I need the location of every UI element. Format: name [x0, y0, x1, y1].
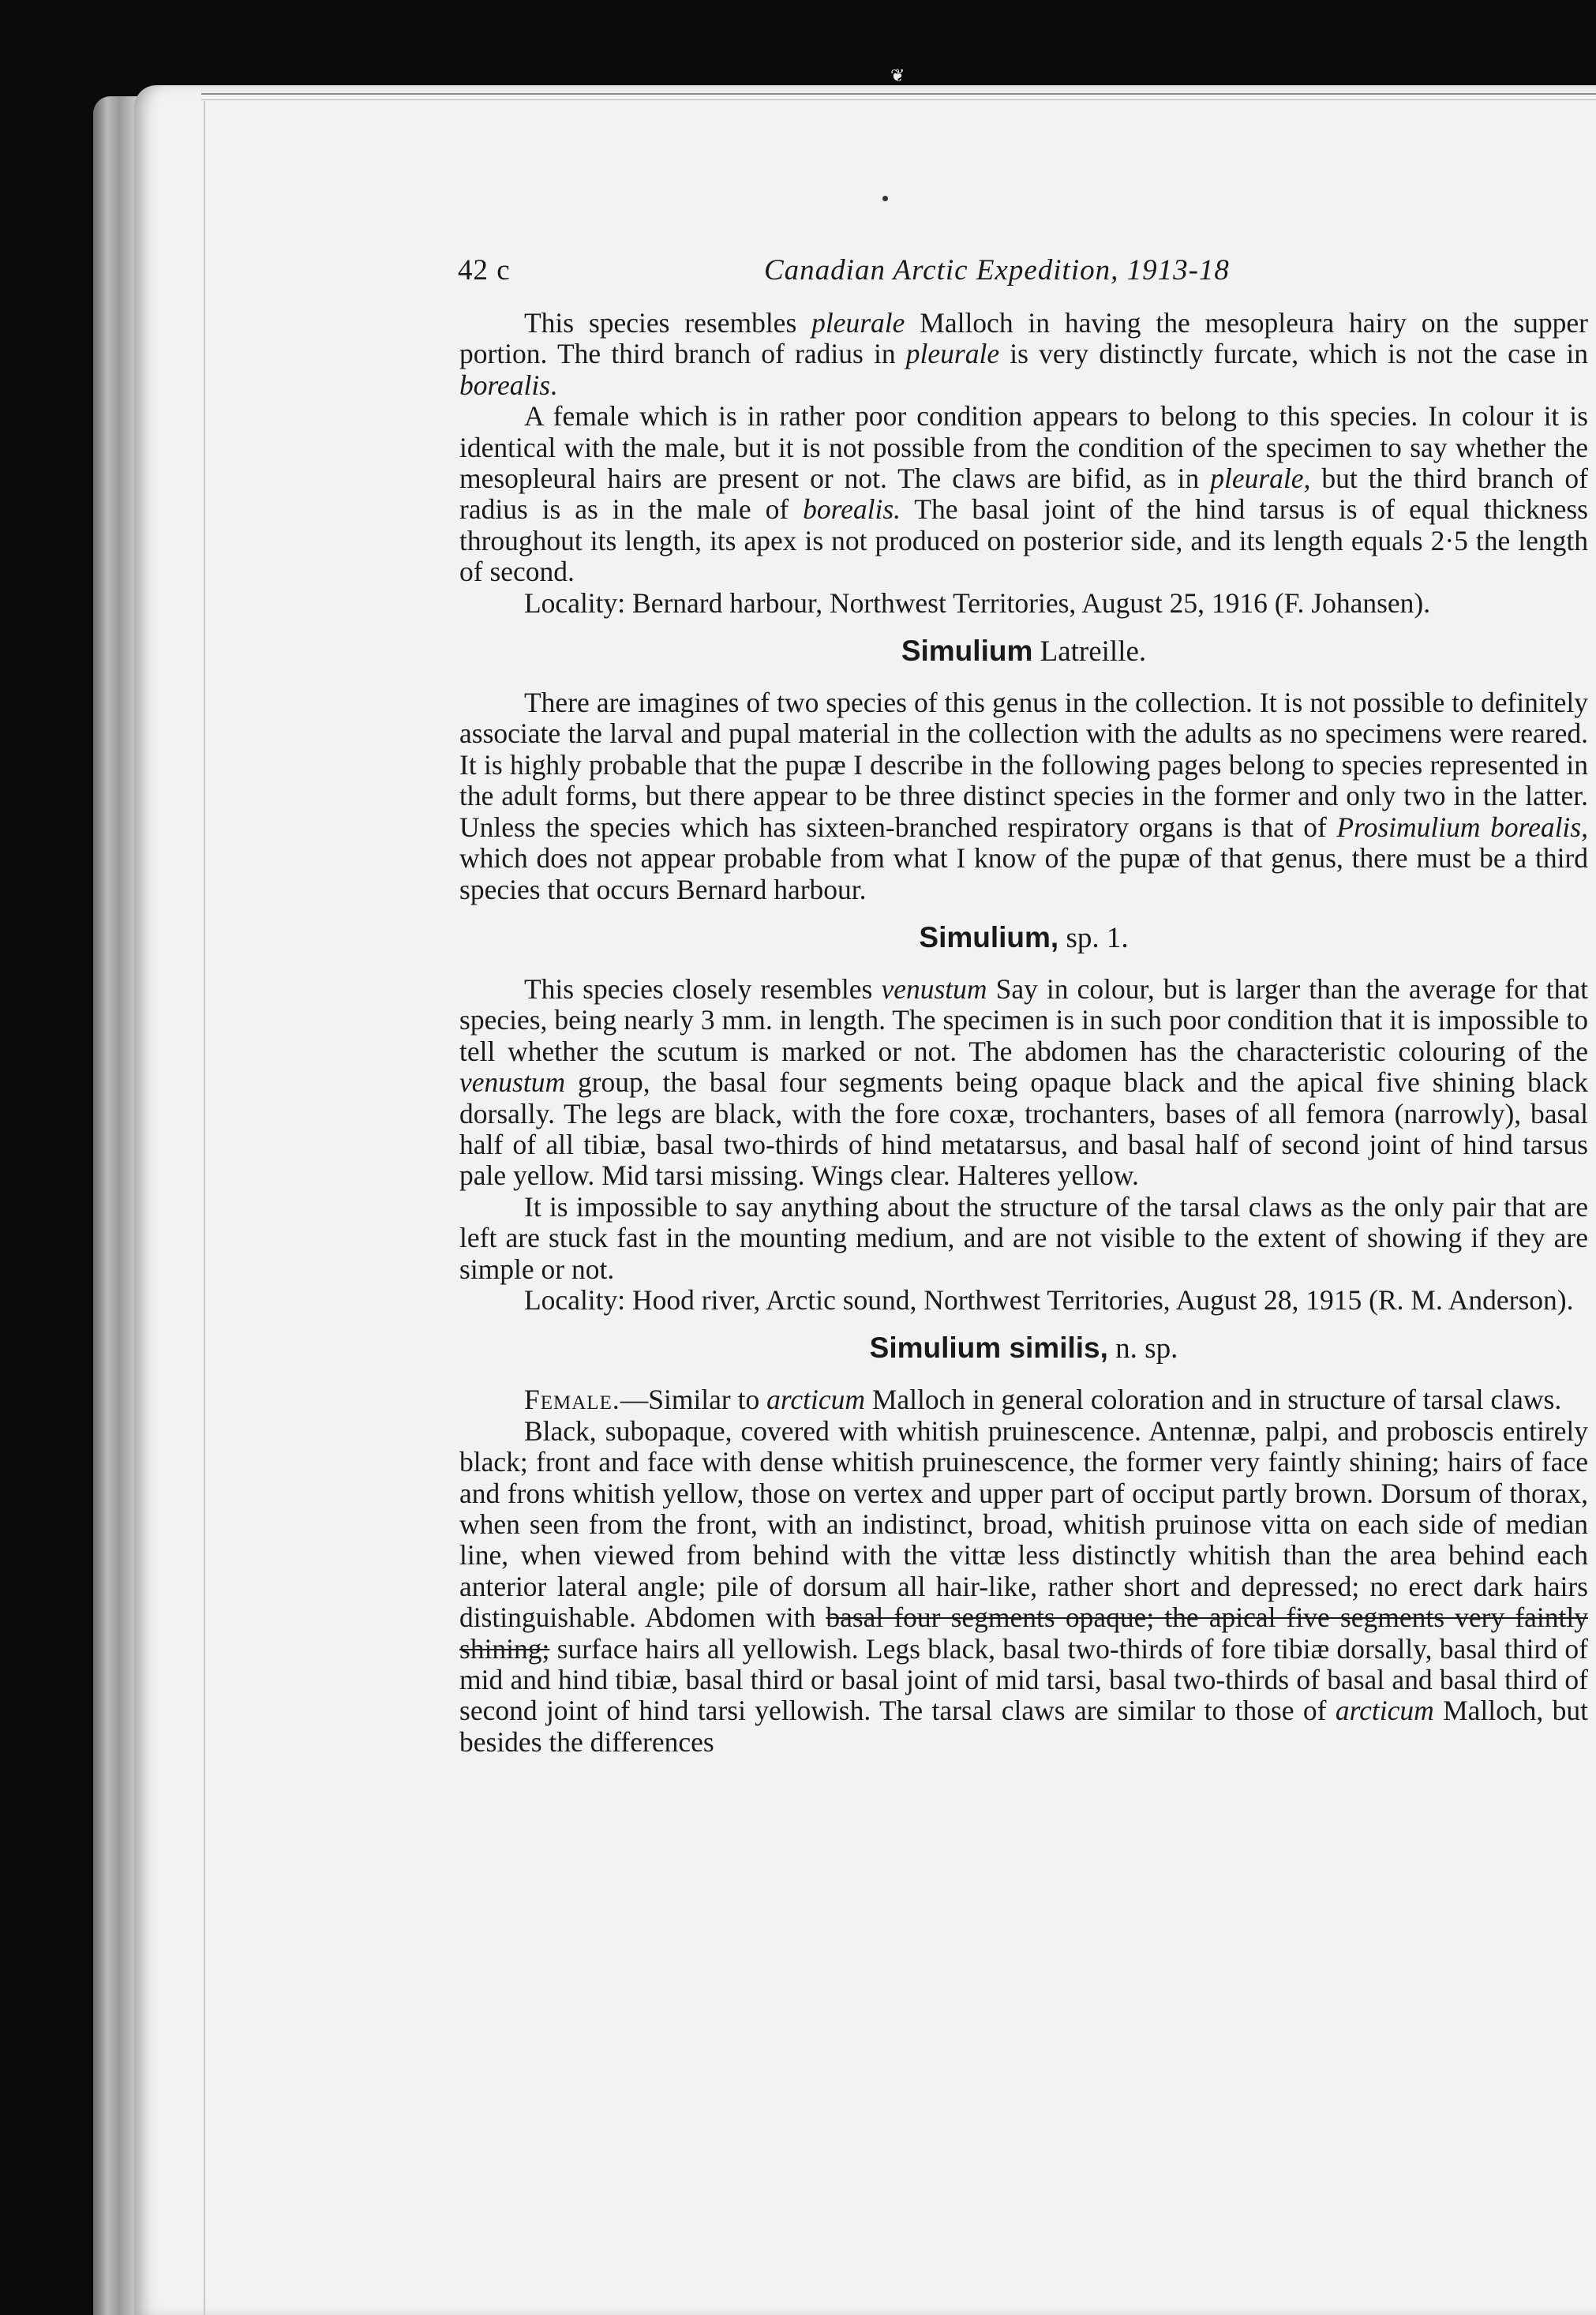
heading-genus: Simulium — [901, 635, 1033, 668]
text-run: but the third branch of radius is as in the male of — [459, 463, 1589, 526]
text-run: which does not appear probable from what I know of the pupæ of that genus, there must be a third species that occurs Bernard harbour. — [459, 842, 1588, 905]
heading-authority: sp. 1. — [1058, 921, 1129, 954]
text-run: group, the basal four segments being opaque black and the apical five shining black dorsally. The legs are black, with the fore coxæ, trochanters, bases of all femora (narrowly), basal half of all tibiæ, basal two-thirds of hind metatarsus, and basal half of second joint of hind tarsus pale yellow. Mid tarsi missing. Wings clear. Halteres yellow. — [459, 1066, 1588, 1192]
text-run: This species closely resembles — [524, 972, 882, 1005]
scan-dot — [882, 196, 888, 201]
italic-text: pleurale — [811, 307, 905, 339]
heading-genus: Simulium similis, — [869, 1332, 1108, 1365]
text-run: surface hairs all yellowish. Legs black, basal two-thirds of fore tibiæ dorsally, basal third of mid and hind tibiæ, basal third or basal joint of mid tarsi, basal two-thirds of basal and basal third of second joint of hind tarsi yellowish. The tarsal claws are similar to those of — [459, 1632, 1588, 1727]
paragraph — [459, 1384, 1588, 1415]
page-edge-shadow — [93, 96, 140, 2315]
text-run: basal four segments opaque; the apical five segments very faintly shining; — [459, 1601, 1588, 1665]
page-number: 42 c — [458, 254, 511, 287]
running-title: Canadian Arctic Expedition, 1913-18 — [764, 254, 1230, 287]
text-run: It is impossible to say anything about the structure of the tarsal claws as the only pair that are left are stuck fast in the mounting medium, and are not visible to the extent of showing if they are simple or not. — [459, 1190, 1588, 1285]
gutter-line — [204, 101, 205, 2315]
text-run: This species resembles — [524, 307, 812, 339]
text-run: Malloch in general coloration and in structure of tarsal claws. — [864, 1384, 1562, 1416]
heading-authority: n. sp. — [1107, 1332, 1178, 1365]
text-run: Female. — [524, 1384, 620, 1416]
page-stack-edges — [201, 93, 1596, 100]
text-run: is very distinctly furcate, which is not the case in — [999, 338, 1588, 370]
paragraph — [459, 588, 1588, 619]
paragraph — [459, 687, 1588, 905]
heading-authority: Latreille. — [1032, 635, 1147, 669]
section-heading — [459, 905, 1588, 974]
text-run: Locality: Hood river, Arctic sound, Northwest Territories, August 28, 1915 (R. M. Anderson). — [524, 1283, 1574, 1316]
paragraph — [459, 1192, 1588, 1285]
text-run: There are imagines of two species of this genus in the collection. It is not possible to definitely associate the larval and pupal material in the collection with the adults as no specimens were reared. It is highly probable that the pupæ I describe in the following pages belong to species represented in the adult forms, but there appear to be three distinct species in the former and only two in the latter. Unless the species which has sixteen-branched respiratory organs is that of — [459, 687, 1588, 843]
italic-text: arcticum — [766, 1384, 865, 1416]
paragraph — [459, 974, 1588, 1192]
page-header — [458, 251, 1579, 290]
italic-text: pleurale — [905, 338, 1000, 370]
page-body — [459, 308, 1588, 1758]
text-run: —Similar to — [620, 1384, 767, 1416]
paragraph — [459, 1285, 1588, 1316]
paragraph — [459, 308, 1588, 401]
italic-text: arcticum — [1335, 1695, 1434, 1727]
text-run: Locality: Bernard harbour, Northwest Territories, August 25, 1916 (F. Johansen). — [524, 586, 1431, 619]
paragraph — [459, 401, 1588, 587]
text-run: Malloch in having the mesopleura hairy on the supper portion. The third branch of radius in — [459, 307, 1588, 370]
text-run: The basal joint of the hind tarsus is of equal thickness throughout its length, its apex is not produced on posterior side, and its length equals 2·5 the length of second. — [459, 493, 1588, 588]
italic-text: Prosimulium borealis, — [1336, 811, 1588, 843]
paragraph — [459, 1416, 1588, 1758]
italic-text: borealis — [459, 369, 551, 401]
section-heading — [459, 619, 1588, 687]
text-run: Say in colour, but is larger than the average for that species, being nearly 3 mm. in length. The specimen is in such poor condition that it is impossible to tell whether the scutum is marked or not. The abdomen has the characteristic colouring of the — [459, 972, 1588, 1067]
scan-mark: ❦ — [890, 66, 905, 85]
section-heading — [459, 1316, 1588, 1384]
text-run: . — [550, 369, 557, 401]
italic-text: borealis. — [803, 493, 901, 526]
italic-text: venustum — [459, 1066, 566, 1099]
text-run: Black, subopaque, covered with whitish pruinescence. Antennæ, palpi, and proboscis entirely black; front and face with dense whitish pruinescence, the former very faintly shining; hairs of face and frons whitish yellow, those on vertex and upper part of occiput partly brown. Dorsum of thorax, when seen from the front, with an indistinct, broad, whitish pruinose vitta on each side of median line, when viewed from behind with the vittæ less distinctly whitish than the area behind each anterior lateral angle; pile of dorsum all hair-like, rather short and depressed; no erect dark hairs distinguishable. Abdomen with — [459, 1414, 1588, 1634]
heading-genus: Simulium, — [919, 920, 1059, 953]
italic-text: venustum — [881, 972, 987, 1005]
text-run: A female which is in rather poor condition appears to belong to this species. In colour it is identical with the male, but it is not possible from the condition of the specimen to say whether the mesopleural hairs are present or not. The claws are bifid, as in — [459, 400, 1588, 495]
italic-text: pleurale, — [1210, 463, 1311, 495]
text-run: Malloch, but besides the differences — [459, 1695, 1588, 1758]
